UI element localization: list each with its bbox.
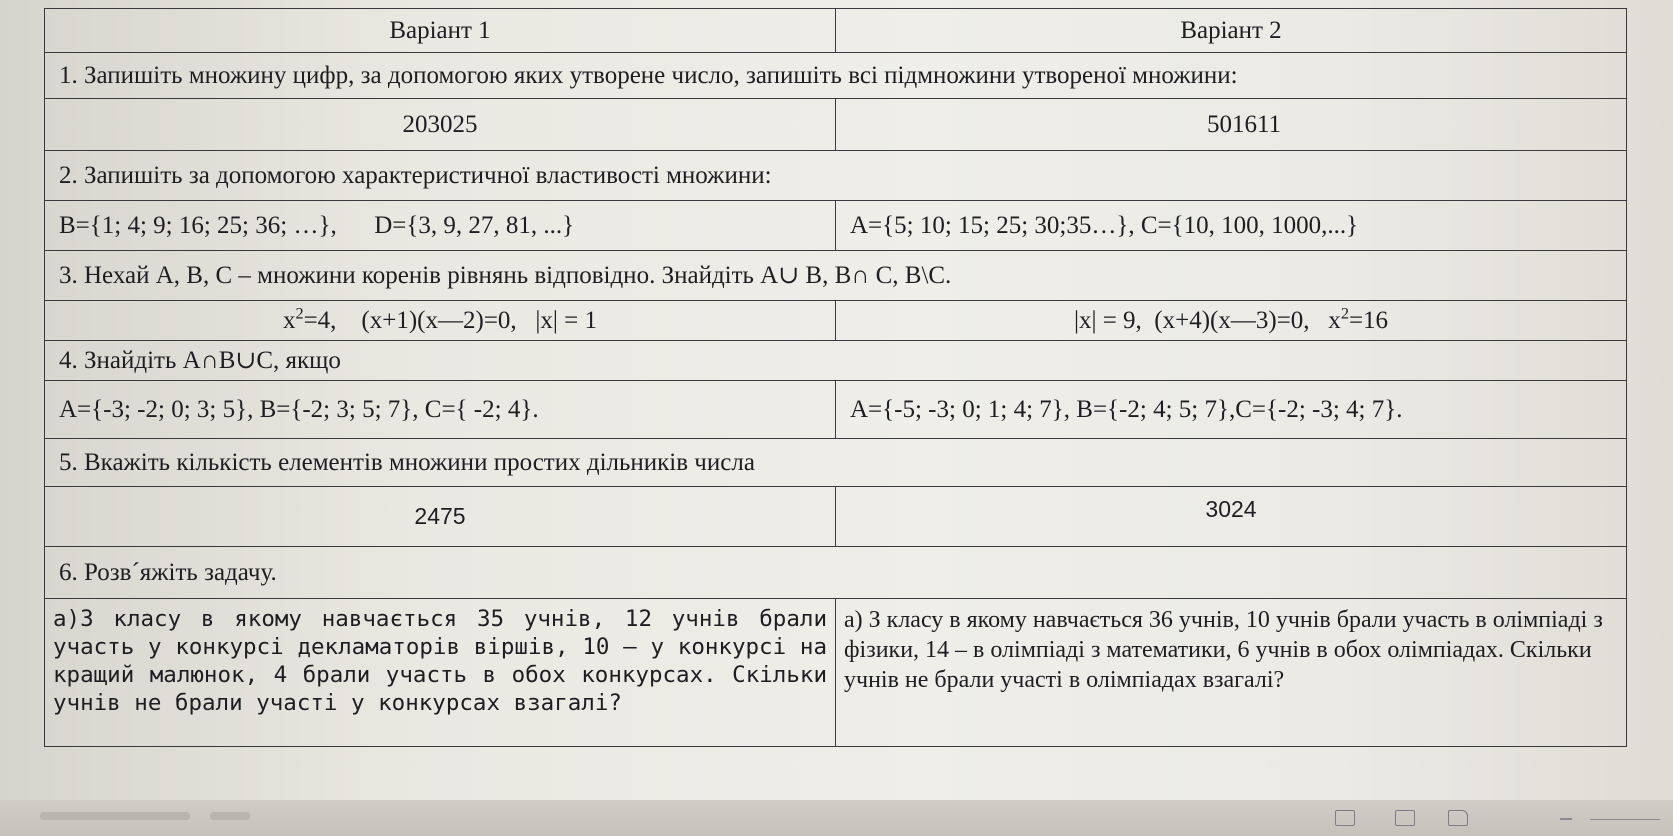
q3-variant1	[45, 301, 836, 341]
variant1-header: Варіант 1	[45, 9, 836, 53]
answer-row	[45, 99, 1627, 151]
q5-variant1: 2475	[45, 487, 836, 547]
variant2-header: Варіант 2	[836, 9, 1627, 53]
q3-v2-part-b: =16	[1348, 306, 1389, 334]
question-2: 2. Запишіть за допомогою характеристичної властивості множини:	[45, 151, 1627, 201]
question-6: 6. Розв´яжіть задачу.	[45, 547, 1627, 599]
q4-variant2: A={-5; -3; 0; 1; 4; 7}, B={-2; 4; 5; 7},C={-2; -3; 4; 7}.	[836, 381, 1627, 439]
edit-icon[interactable]	[1448, 810, 1468, 826]
q6-variant2: а) З класу в якому навчається 36 учнів, 10 учнів брали участь в олімпіаді з фізики, 14 – в олімпіаді з математики, 6 учнів в обох олімпіадах. Скільки учнів не брали участі в олімпіадах взагалі?	[836, 599, 1627, 747]
question-row	[45, 251, 1627, 301]
question-1: 1. Запишіть множину цифр, за допомогою яких утворене число, запишіть всі підмножини утвореної множини:	[45, 53, 1627, 99]
question-row	[45, 341, 1627, 381]
q3-v2-exponent: 2	[1340, 304, 1349, 323]
answer-row	[45, 201, 1627, 251]
q3-v1-exponent: 2	[295, 304, 304, 323]
q5-variant2: 3024	[836, 487, 1627, 547]
zoom-slider[interactable]	[1590, 819, 1660, 820]
status-text-blur	[40, 812, 190, 820]
q3-v1-part-b: =4, (x+1)(x—2)=0, |x| = 1	[303, 306, 598, 334]
q1-variant1: 203025	[45, 99, 836, 151]
question-row	[45, 439, 1627, 487]
header-row	[45, 9, 1627, 53]
q2-variant1: B={1; 4; 9; 16; 25; 36; …}, D={3, 9, 27, 81, ...}	[45, 201, 836, 251]
answer-row	[45, 381, 1627, 439]
q1-variant2: 501611	[836, 99, 1627, 151]
question-3: 3. Нехай A, B, C – множини коренів рівнянь відповідно. Знайдіть A∪ B, B∩ C, B\C.	[45, 251, 1627, 301]
page-view-icon[interactable]	[1395, 810, 1415, 826]
question-row	[45, 547, 1627, 599]
question-row	[45, 53, 1627, 99]
variants-table	[44, 8, 1627, 747]
question-4: 4. Знайдіть A∩B∪C, якщо	[45, 341, 1627, 381]
question-row	[45, 151, 1627, 201]
zoom-out-icon[interactable]	[1560, 818, 1572, 820]
question-5: 5. Вкажіть кількість елементів множини простих дільників числа	[45, 439, 1627, 487]
answer-row	[45, 301, 1627, 341]
q2-variant2: A={5; 10; 15; 25; 30;35…}, C={10, 100, 1000,...}	[836, 201, 1627, 251]
status-text-blur	[210, 812, 250, 820]
q4-variant1: A={-3; -2; 0; 3; 5}, B={-2; 3; 5; 7}, C={ -2; 4}.	[45, 381, 836, 439]
q6-variant1: а)З класу в якому навчається 35 учнів, 12 учнів брали участь у конкурсі декламаторів віршів, 10 – у конкурсі на кращий малюнок, 4 брали участь в обох конкурсах. Скільки учнів не брали участі у конкурсах взагалі?	[45, 599, 836, 747]
answer-row	[45, 487, 1627, 547]
q3-v1-part-a: x	[282, 306, 296, 334]
grid-view-icon[interactable]	[1335, 810, 1355, 826]
q3-v2-part-a: |x| = 9, (x+4)(x—3)=0, x	[1073, 306, 1341, 334]
q3-variant2	[836, 301, 1627, 341]
answer-row	[45, 599, 1627, 747]
status-bar	[0, 800, 1673, 836]
